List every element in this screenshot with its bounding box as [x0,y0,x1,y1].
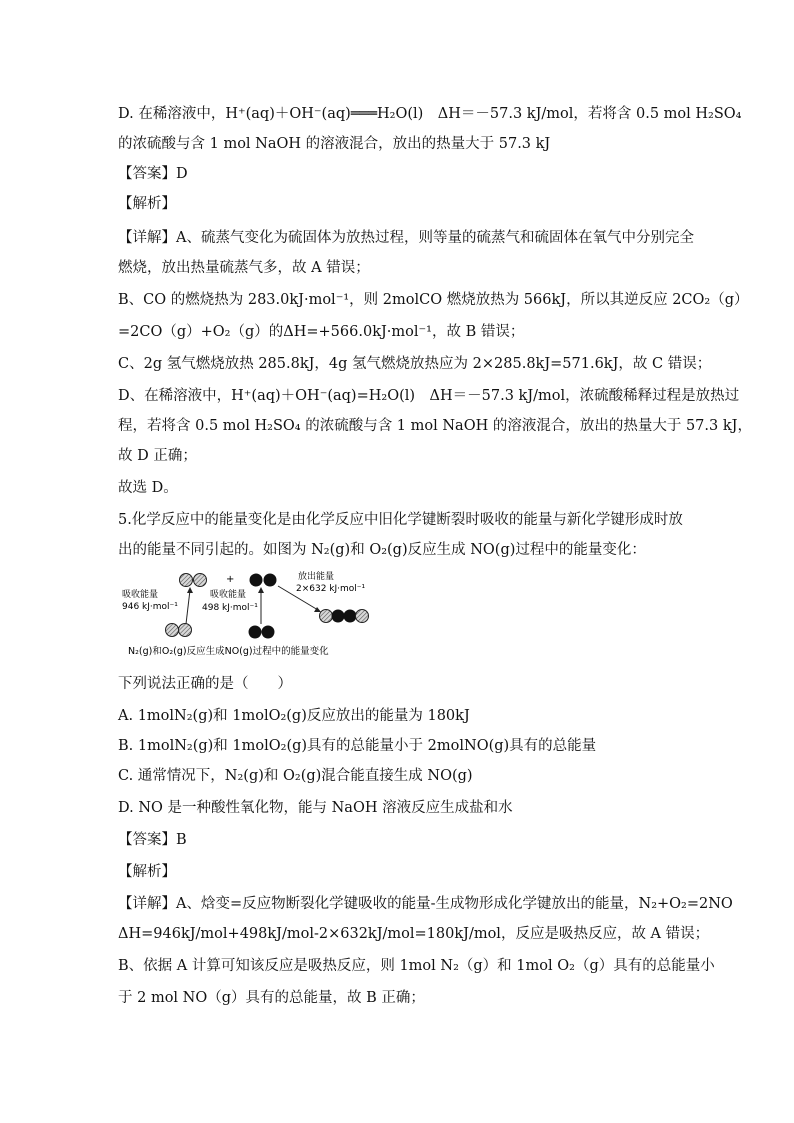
nitrogen-atom-icon [166,624,179,637]
oxygen-atom-icon [249,626,262,639]
explanation-c-line: C、2g 氢气燃烧放热 285.8kJ，4g 氢气燃烧放热应为 2×285.8kJ=571.6kJ，故 C 错误； [118,356,712,372]
energy-change-diagram [118,568,378,660]
explanation-d-line-1: D、在稀溶液中，H⁺(aq)＋OH⁻(aq)=H₂O(l) ΔH＝－57.3 kJ/mol，浓硫酸稀释过程是放热过 [118,388,740,404]
detail-b-line-2: 于 2 mol NO（g）具有的总能量，故 B 正确； [118,990,425,1006]
diagram-caption: N₂(g)和O₂(g)反应生成NO(g)过程中的能量变化 [128,646,329,657]
release-energy-label: 放出能量 [298,572,335,582]
arrowhead-icon [258,587,264,593]
nitrogen-atom-icon [320,610,333,623]
energy-diagram-svg [118,568,378,660]
release-energy-value: 2×632 kJ·mol⁻¹ [296,584,366,594]
explanation-a-line-1: 【详解】A、硫蒸气变化为硫固体为放热过程，则等量的硫蒸气和硫固体在氧气中分别完全 [118,230,694,246]
detail-a-line-2: ΔH=946kJ/mol+498kJ/mol-2×632kJ/mol=180kJ/mol，反应是吸热反应，故 A 错误； [118,926,710,942]
detail-b-line-1: B、依据 A 计算可知该反应是吸热反应，则 1mol N₂（g）和 1mol O₂（g）具有的总能量小 [118,958,715,974]
absorb-energy-value-1: 946 kJ·mol⁻¹ [122,602,178,612]
nitrogen-atom-icon [179,624,192,637]
option-d: D. NO 是一种酸性氧化物，能与 NaOH 溶液反应生成盐和水 [118,800,513,816]
arrowhead-icon [187,587,193,593]
question-5-line-2: 出的能量不同引起的。如图为 N₂(g)和 O₂(g)反应生成 NO(g)过程中的能量变化： [118,542,646,558]
oxygen-atom-icon [264,574,277,587]
nitrogen-atom-icon [180,574,193,587]
option-a: A. 1molN₂(g)和 1molO₂(g)反应放出的能量为 180kJ [118,708,470,724]
oxygen-atom-icon [344,610,357,623]
absorb-energy-label-2: 吸收能量 [210,590,247,600]
nitrogen-atom-icon [356,610,369,623]
option-b: B. 1molN₂(g)和 1molO₂(g)具有的总能量小于 2molNO(g)具有的总能量 [118,738,597,754]
prompt-line: 下列说法正确的是（ ） [118,676,292,692]
explanation-d-line-3: 故 D 正确； [118,448,197,464]
detail-a-line-1: 【详解】A、焓变=反应物断裂化学键吸收的能量-生成物形成化学键放出的能量，N₂+O₂=2NO [118,896,733,912]
absorb-energy-value-2: 498 kJ·mol⁻¹ [202,603,258,613]
arrow-icon [186,590,190,624]
explanation-a-line-2: 燃烧，放出热量硫蒸气多，故 A 错误； [118,260,370,276]
oxygen-atom-icon [332,610,345,623]
explanation-b-line-1: B、CO 的燃烧热为 283.0kJ·mol⁻¹，则 2molCO 燃烧放热为 566kJ，所以其逆反应 2CO₂（g） [118,292,749,308]
option-c: C. 通常情况下，N₂(g)和 O₂(g)混合能直接生成 NO(g) [118,768,473,784]
explanation-d-line-2: 程，若将含 0.5 mol H₂SO₄ 的浓硫酸与含 1 mol NaOH 的溶液混合，放出的热量大于 57.3 kJ， [118,418,752,434]
option-d-line-2: 的浓硫酸与含 1 mol NaOH 的溶液混合，放出的热量大于 57.3 kJ [118,136,551,152]
answer-label-2: 【答案】B [118,832,187,848]
question-5-line-1: 5.化学反应中的能量变化是由化学反应中旧化学键断裂时吸收的能量与新化学键形成时放 [118,512,683,528]
analysis-label-2: 【解析】 [118,864,176,880]
oxygen-atom-icon [262,626,275,639]
plus-sign: + [226,574,235,585]
answer-label: 【答案】D [118,166,188,182]
explanation-b-line-2: =2CO（g）+O₂（g）的ΔH=+566.0kJ·mol⁻¹，故 B 错误； [118,324,525,340]
absorb-energy-label-1: 吸收能量 [122,590,159,600]
conclusion-line: 故选 D。 [118,480,178,496]
option-d-line-1: D. 在稀溶液中，H⁺(aq)＋OH⁻(aq)═══H₂O(l) ΔH＝－57.3 kJ/mol，若将含 0.5 mol H₂SO₄ [118,106,742,122]
analysis-label: 【解析】 [118,196,176,212]
nitrogen-atom-icon [194,574,207,587]
oxygen-atom-icon [250,574,263,587]
